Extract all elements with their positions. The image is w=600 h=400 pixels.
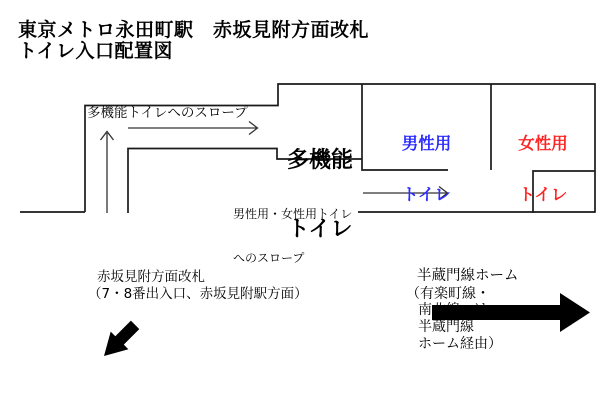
- mens-womens-ramp-label: [233, 178, 352, 294]
- womens-toilet-room-label-line1: 女性用: [518, 134, 568, 153]
- multifunction-toilet-room-label-line2: トイレ: [287, 217, 353, 242]
- mens-toilet-room-label-line1: 男性用: [401, 134, 452, 153]
- gate-direction-southwest-arrow-icon: [104, 321, 139, 356]
- entry-up-arrow-icon: [101, 132, 114, 214]
- gate-label-line2: （7・8番出入口、赤坂見附駅方面）: [88, 286, 308, 302]
- gate-label-line1: 赤坂見附方面改札: [97, 269, 205, 285]
- platform-label-line3: 南北線へは: [418, 302, 488, 318]
- platform-label-line4: 半蔵門線: [418, 319, 474, 335]
- platform-label-line1: 半蔵門線ホーム: [417, 268, 519, 284]
- page-title-line2: トイレ入口配置図: [18, 40, 174, 62]
- mens-womens-ramp-label-line2: へのスロープ: [233, 250, 305, 265]
- mens-toilet-room-label-line2: トイレ: [402, 185, 451, 204]
- womens-toilet-room-label-line2: トイレ: [518, 185, 568, 204]
- womens-toilet-room-label: [491, 101, 595, 237]
- multifunction-toilet-room-label-line1: 多機能: [286, 148, 353, 173]
- platform-label-line5: ホーム経由）: [418, 336, 502, 352]
- mens-womens-ramp-label-line1: 男性用・女性用トイレ: [233, 207, 353, 221]
- mens-toilet-room-label: [362, 101, 491, 237]
- platform-label-line2: （有楽町線・: [406, 286, 490, 302]
- multi-ramp-label: 多機能トイレへのスロープ: [87, 105, 248, 121]
- multi-ramp-right-arrow-icon: [128, 122, 258, 135]
- page-title-line1: 東京メトロ永田町駅 赤坂見附方面改札: [18, 19, 370, 41]
